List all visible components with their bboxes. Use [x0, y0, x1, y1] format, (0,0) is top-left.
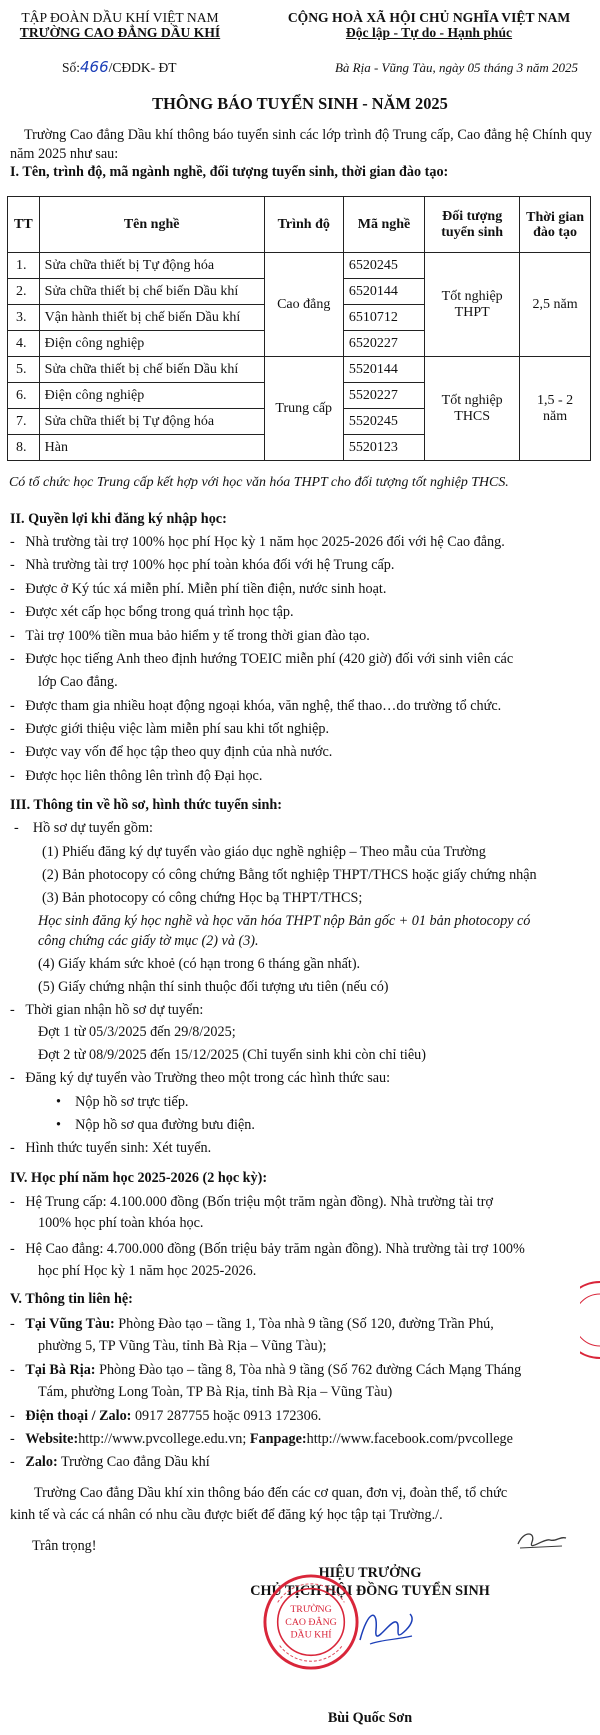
- svg-text:TRƯỜNG: TRƯỜNG: [290, 1604, 332, 1616]
- regards: Trân trọng!: [32, 1538, 97, 1554]
- register-label: - Đăng ký dự tuyển vào Trường theo một trong các hình thức sau:: [10, 1070, 391, 1086]
- closing-line: Trường Cao đẳng Dầu khí xin thông báo đến các cơ quan, đơn vị, đoàn thể, tổ chức: [34, 1485, 508, 1501]
- director-signature: [350, 1600, 420, 1655]
- contact-vungtau-cont: phường 5, TP Vũng Tàu, tỉnh Bà Rịa – Vũng Tàu);: [38, 1338, 327, 1354]
- time-item: Đợt 2 từ 08/9/2025 đến 15/12/2025 (Chỉ tuyển sinh khi còn chỉ tiêu): [38, 1047, 426, 1063]
- col-header: Đối tượng tuyển sinh: [425, 197, 520, 253]
- dossier-note-cont: công chứng các giấy tờ mục (2) và (3).: [38, 933, 259, 949]
- motto: Độc lập - Tự do - Hạnh phúc: [345, 25, 513, 40]
- list-item: - Được tham gia nhiều hoạt động ngoại khóa, văn nghệ, thể thao…do trường tổ chức.: [10, 698, 502, 714]
- website-link[interactable]: http://www.pvcollege.edu.vn;: [78, 1431, 247, 1447]
- national-motto-block: [258, 10, 600, 40]
- svg-text:DẦU KHÍ: DẦU KHÍ: [290, 1629, 332, 1641]
- target-cell: Tốt nghiệp THPT: [425, 253, 520, 357]
- target-cell: Tốt nghiệp THCS: [425, 357, 520, 461]
- section-3-heading: III. Thông tin về hồ sơ, hình thức tuyển sinh:: [10, 797, 282, 813]
- table-row: 4. Điện công nghiệp 6520227: [8, 331, 591, 357]
- closing-line: kinh tế và các cá nhân có nhu cầu được biết để đăng ký học tập tại Trường./.: [10, 1507, 443, 1523]
- table-row: 1. Sửa chữa thiết bị Tự động hóa Cao đẳng 6520245 Tốt nghiệp THPT 2,5 năm: [8, 253, 591, 279]
- table-row: 2. Sửa chữa thiết bị chế biến Dầu khí 6520144: [8, 279, 591, 305]
- dossier-label: - Hồ sơ dự tuyển gồm:: [14, 820, 153, 836]
- signer-name: Bùi Quốc Sơn: [327, 1710, 413, 1726]
- dossier-item: (3) Bản photocopy có công chứng Học bạ THPT/THCS;: [42, 890, 363, 906]
- list-item-continued: lớp Cao đẳng.: [38, 674, 118, 690]
- programs-table: [7, 196, 591, 461]
- contact-phone: - Điện thoại / Zalo: 0917 287755 hoặc 0913 172306.: [10, 1408, 322, 1424]
- svg-text:CAO ĐẲNG: CAO ĐẲNG: [285, 1616, 337, 1628]
- duration-cell: 1,5 - 2 năm: [520, 357, 591, 461]
- dossier-note: Học sinh đăng ký học nghề và học văn hóa THPT nộp Bản gốc + 01 bản photocopy có: [38, 913, 531, 929]
- table-note: Có tổ chức học Trung cấp kết hợp với học văn hóa THPT cho đối tượng tốt nghiệp THCS.: [9, 475, 509, 490]
- dossier-item: (5) Giấy chứng nhận thí sinh thuộc đối tượng ưu tiên (nếu có): [38, 979, 389, 995]
- initials-signature: [510, 1526, 570, 1556]
- register-item: • Nộp hồ sơ qua đường bưu điện.: [56, 1117, 255, 1133]
- level-cell: Trung cấp: [264, 357, 343, 461]
- country-name: CỘNG HOÀ XÃ HỘI CHỦ NGHĨA VIỆT NAM: [287, 10, 571, 25]
- document-date: Bà Rịa - Vũng Tàu, ngày 05 tháng 3 năm 2025: [334, 60, 578, 75]
- list-item: - Nhà trường tài trợ 100% học phí Học kỳ 1 năm học 2025-2026 đối với hệ Cao đẳng.: [10, 534, 505, 550]
- list-item: - Được xét cấp học bổng trong quá trình học tập.: [10, 604, 294, 620]
- signer-title: HIỆU TRƯỞNG: [318, 1565, 422, 1581]
- document-reference: Số:466/CĐDK- ĐT: [62, 58, 177, 76]
- parent-org: TẬP ĐOÀN DẦU KHÍ VIỆT NAM: [21, 10, 219, 25]
- table-row: 6. Điện công nghiệp 5520227: [8, 383, 591, 409]
- dossier-item: (2) Bản photocopy có công chứng Bằng tốt nghiệp THPT/THCS hoặc giấy chứng nhận: [42, 867, 537, 883]
- list-item: - Nhà trường tài trợ 100% học phí toàn khóa đối với hệ Trung cấp.: [10, 557, 395, 573]
- register-item: • Nộp hồ sơ trực tiếp.: [56, 1094, 189, 1110]
- intro-paragraph: Trường Cao đẳng Dầu khí thông báo tuyển sinh các lớp trình độ Trung cấp, Cao đẳng hệ Chính quy năm 2025 như sau:: [10, 127, 592, 162]
- contact-zalo: - Zalo: Trường Cao đẳng Dầu khí: [10, 1454, 210, 1470]
- fee-item-cont: học phí Học kỳ 1 năm học 2025-2026.: [38, 1263, 257, 1279]
- document-title: THÔNG BÁO TUYỂN SINH - NĂM 2025: [152, 94, 448, 113]
- table-row: 3. Vận hành thiết bị chế biến Dầu khí 6510712: [8, 305, 591, 331]
- time-item: Đợt 1 từ 05/3/2025 đến 29/8/2025;: [38, 1024, 236, 1040]
- list-item: - Được vay vốn để học tập theo quy định của nhà nước.: [10, 744, 333, 760]
- col-header: Thời gian đào tạo: [520, 197, 591, 253]
- level-cell: Cao đẳng: [264, 253, 343, 357]
- list-item: - Được giới thiệu việc làm miễn phí sau khi tốt nghiệp.: [10, 721, 330, 737]
- list-item: - Được ở Ký túc xá miễn phí. Miễn phí tiền điện, nước sinh hoạt.: [10, 581, 387, 597]
- handwritten-ref-number: 466: [80, 58, 109, 76]
- issuer-block: [10, 10, 230, 40]
- signer-title-2: CHỦ TỊCH HỘI ĐỒNG TUYỂN SINH: [250, 1583, 490, 1599]
- table-row: 8. Hàn 5520123: [8, 435, 591, 461]
- dossier-item: (1) Phiếu đăng ký dự tuyển vào giáo dục nghề nghiệp – Theo mẫu của Trường: [42, 844, 486, 860]
- duration-cell: 2,5 năm: [520, 253, 591, 357]
- col-header: Tên nghề: [39, 197, 264, 253]
- edge-seal-fragment: [580, 1280, 600, 1360]
- col-header: Trình độ: [264, 197, 343, 253]
- method: - Hình thức tuyển sinh: Xét tuyển.: [10, 1140, 212, 1156]
- list-item: - Được học liên thông lên trình độ Đại học.: [10, 768, 263, 784]
- col-header: TT: [8, 197, 40, 253]
- school-name: TRƯỜNG CAO ĐẲNG DẦU KHÍ: [19, 25, 221, 40]
- contact-baria: - Tại Bà Rịa: Phòng Đào tạo – tầng 8, Tòa nhà 9 tầng (Số 762 đường Cách Mạng Tháng: [10, 1362, 522, 1378]
- section-5-heading: V. Thông tin liên hệ:: [10, 1291, 133, 1307]
- fee-item: - Hệ Cao đẳng: 4.700.000 đồng (Bốn triệu bảy trăm ngàn đồng). Nhà trường tài trợ 100%: [10, 1241, 525, 1257]
- fee-item: - Hệ Trung cấp: 4.100.000 đồng (Bốn triệu một trăm ngàn đồng). Nhà trường tài trợ: [10, 1194, 493, 1210]
- list-item: - Tài trợ 100% tiền mua bảo hiểm y tế trong thời gian đào tạo.: [10, 628, 370, 644]
- table-row: 7. Sửa chữa thiết bị Tự động hóa 5520245: [8, 409, 591, 435]
- contact-vungtau: - Tại Vũng Tàu: Phòng Đào tạo – tầng 1, Tòa nhà 9 tầng (Số 120, đường Trần Phú,: [10, 1316, 494, 1332]
- list-item: - Được học tiếng Anh theo định hướng TOEIC miễn phí (420 giờ) đối với sinh viên các: [10, 651, 514, 667]
- section-4-heading: IV. Học phí năm học 2025-2026 (2 học kỳ):: [10, 1170, 268, 1186]
- dossier-item: (4) Giấy khám sức khoẻ (có hạn trong 6 tháng gần nhất).: [38, 956, 361, 972]
- section-2-heading: II. Quyền lợi khi đăng ký nhập học:: [10, 511, 227, 527]
- contact-web: - Website:http://www.pvcollege.edu.vn; Fanpage:http://www.facebook.com/pvcollege: [10, 1431, 513, 1447]
- table-header-row: [8, 197, 591, 253]
- official-seal: [262, 1573, 360, 1671]
- table-row: 5. Sửa chữa thiết bị chế biến Dầu khí Trung cấp 5520144 Tốt nghiệp THCS 1,5 - 2 năm: [8, 357, 591, 383]
- time-label: - Thời gian nhận hồ sơ dự tuyển:: [10, 1002, 204, 1018]
- contact-baria-cont: Tám, phường Long Toàn, TP Bà Rịa, tỉnh Bà Rịa – Vũng Tàu): [38, 1384, 393, 1400]
- col-header: Mã nghề: [343, 197, 424, 253]
- fee-item-cont: 100% học phí toàn khóa học.: [38, 1215, 204, 1231]
- section-1-heading: I. Tên, trình độ, mã ngành nghề, đối tượng tuyển sinh, thời gian đào tạo:: [10, 164, 449, 180]
- fanpage-link[interactable]: http://www.facebook.com/pvcollege: [306, 1431, 513, 1447]
